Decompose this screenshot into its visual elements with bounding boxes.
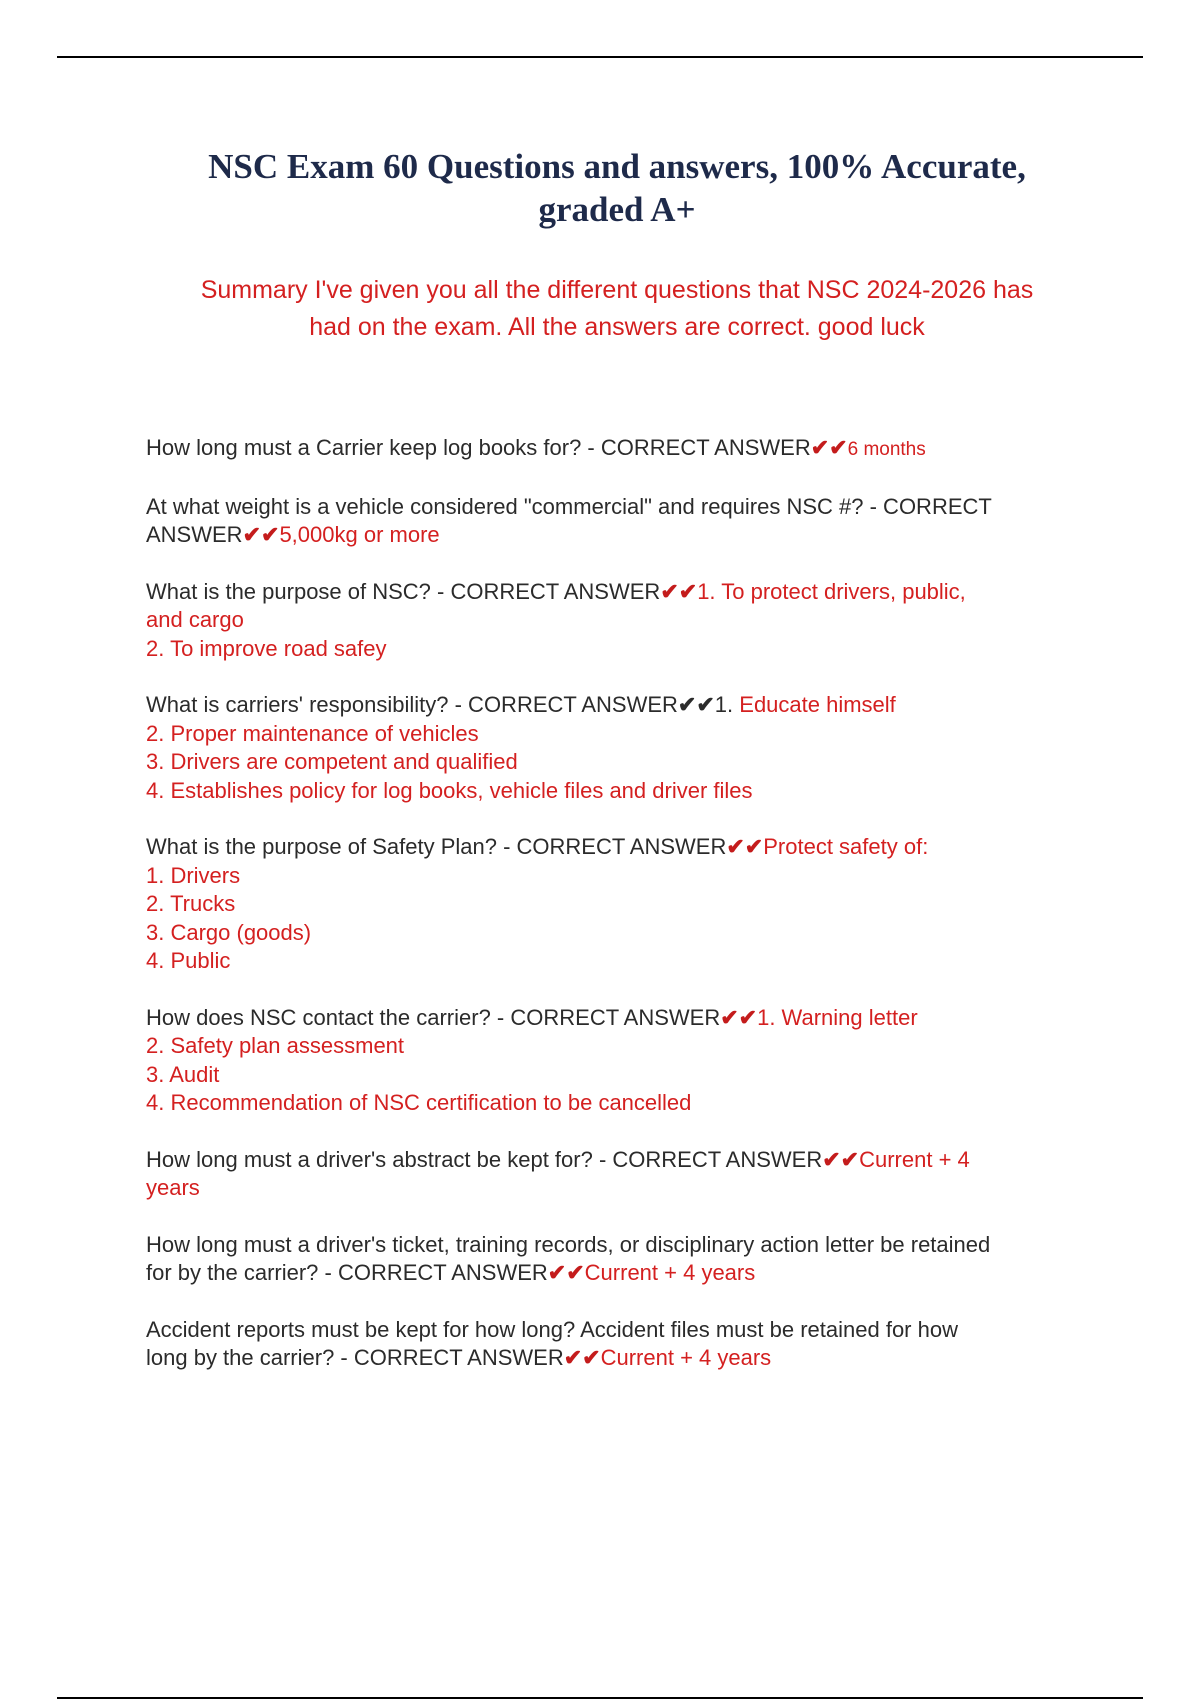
question-text: What is carriers' responsibility? - CORRECT ANSWER	[146, 692, 678, 717]
qa-line	[146, 493, 1086, 522]
answer-text: Current + 4 years	[584, 1260, 756, 1285]
answer-line: and cargo	[146, 607, 244, 632]
answer-text: 1. Warning letter	[757, 1004, 918, 1030]
check-mark-icon: ✔✔	[547, 1260, 585, 1285]
question-text: What is the purpose of NSC? - CORRECT ANSWER	[146, 578, 661, 604]
question-text: ANSWER	[146, 522, 243, 547]
question-text: Accident reports must be kept for how long? Accident files must be retained for how	[146, 1316, 958, 1342]
check-mark-icon: ✔✔	[822, 1146, 860, 1172]
answer-text: Current + 4	[859, 1146, 970, 1172]
question-text: How long must a driver's ticket, training records, or disciplinary action letter be retained	[146, 1231, 991, 1257]
qa-item	[146, 493, 1086, 550]
answer-number: 1.	[714, 692, 734, 717]
question-text: How long must a driver's abstract be kept for? - CORRECT ANSWER	[146, 1146, 823, 1172]
qa-item	[146, 691, 1086, 805]
qa-item	[146, 1231, 1086, 1288]
document-title	[100, 145, 1134, 231]
answer-line: 2. Proper maintenance of vehicles	[146, 720, 479, 746]
answer-line: 3. Cargo (goods)	[146, 919, 312, 945]
answer-line: 3. Audit	[146, 1061, 220, 1087]
question-text: long by the carrier? - CORRECT ANSWER	[146, 1345, 564, 1370]
qa-line	[146, 1259, 1086, 1288]
qa-line	[146, 691, 1086, 720]
qa-line	[146, 1344, 1086, 1373]
qa-line	[146, 578, 1086, 607]
summary-line-2: had on the exam. All the answers are correct. good luck	[309, 313, 925, 341]
bottom-rule	[57, 1697, 1143, 1699]
qa-item	[146, 578, 1086, 664]
qa-line	[146, 1316, 1086, 1345]
check-mark-icon: ✔✔	[563, 1345, 601, 1370]
document-summary	[140, 272, 1094, 346]
check-mark-icon: ✔✔	[660, 578, 698, 604]
answer-line: 1. Drivers	[146, 862, 241, 888]
check-mark-icon: ✔✔	[726, 834, 764, 859]
answer-text: Current + 4 years	[600, 1345, 772, 1370]
qa-item	[146, 1004, 1086, 1118]
qa-item	[146, 833, 1086, 976]
qa-line	[146, 1231, 1086, 1260]
top-rule	[57, 56, 1143, 58]
answer-line: years	[146, 1175, 200, 1200]
question-text: What is the purpose of Safety Plan? - CORRECT ANSWER	[146, 834, 727, 859]
answer-text: 5,000kg or more	[279, 522, 440, 547]
title-line-2: graded A+	[538, 190, 696, 229]
summary-line-1: Summary I've given you all the different questions that NSC 2024-2026 has	[200, 276, 1034, 304]
answer-text: 6 months	[847, 439, 926, 460]
check-mark-icon: ✔✔	[677, 692, 715, 717]
check-mark-icon: ✔✔	[720, 1004, 758, 1030]
title-line-1: NSC Exam 60 Questions and answers, 100% Accurate,	[208, 147, 1026, 186]
qa-item	[146, 1146, 1086, 1203]
answer-line: 4. Public	[146, 948, 231, 973]
qa-line	[146, 833, 1086, 862]
answer-line: 3. Drivers are competent and qualified	[146, 749, 518, 774]
check-mark-icon: ✔✔	[810, 435, 848, 460]
qa-line	[146, 1146, 1086, 1175]
qa-line	[146, 434, 1086, 465]
answer-line: 2. To improve road safey	[146, 635, 387, 661]
question-text: At what weight is a vehicle considered "commercial" and requires NSC #? - CORRECT	[146, 493, 992, 519]
qa-line	[146, 1004, 1086, 1033]
question-text: for by the carrier? - CORRECT ANSWER	[146, 1260, 548, 1285]
qa-line	[146, 521, 1086, 550]
answer-text: 1. To protect drivers, public,	[697, 578, 966, 604]
qa-item	[146, 434, 1086, 465]
answer-line: 4. Establishes policy for log books, vehicle files and driver files	[146, 777, 753, 803]
qa-list	[146, 434, 1086, 1401]
check-mark-icon: ✔✔	[242, 522, 280, 547]
answer-text: Protect safety of:	[763, 834, 929, 859]
qa-item	[146, 1316, 1086, 1373]
question-text: How long must a Carrier keep log books for? - CORRECT ANSWER	[146, 435, 811, 460]
answer-line: 4. Recommendation of NSC certification to be cancelled	[146, 1090, 692, 1115]
question-text: How does NSC contact the carrier? - CORRECT ANSWER	[146, 1004, 721, 1030]
answer-line: 2. Safety plan assessment	[146, 1033, 405, 1058]
answer-line: 2. Trucks	[146, 891, 236, 916]
answer-text: Educate himself	[739, 692, 896, 717]
